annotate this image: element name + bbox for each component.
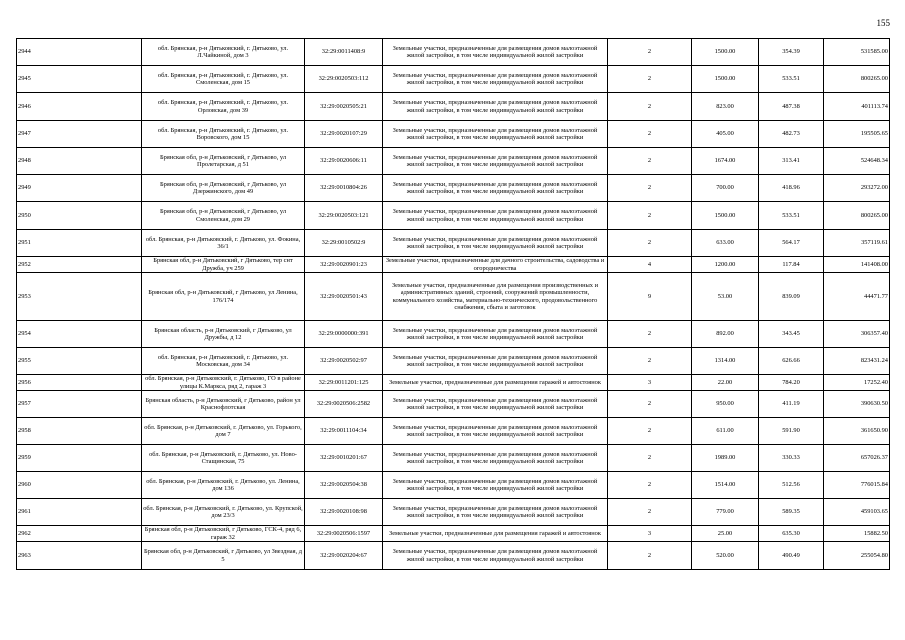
- address-cell: обл. Брянская, р-н Дятьковский, г. Дятьково, ул. Горького, дом 7: [142, 418, 305, 445]
- cadastral-value-cell: 17252.40: [824, 375, 890, 391]
- cadastral-number-cell: 32:29:0000000:391: [305, 321, 383, 348]
- category-cell: 2: [608, 391, 692, 418]
- cadastral-number-cell: 32:29:0020503:121: [305, 202, 383, 230]
- area-cell: 1500.00: [692, 39, 759, 66]
- address-cell: Брянская область, р-н Дятьковский, г Дятьково, район ул Краснофлотская: [142, 391, 305, 418]
- unit-value-cell: 490.49: [759, 542, 824, 570]
- permitted-use-cell: Земельные участки, предназначенные для размещения гаражей и автостоянок: [383, 526, 608, 542]
- address-cell: Брянская обл, р-н Дятьковский, г Дятьково, ул Звездная, д 5: [142, 542, 305, 570]
- permitted-use-cell: Земельные участки, предназначенные для размещения домов малоэтажной жилой застройки, в том числе индивидуальной жилой застройки: [383, 499, 608, 526]
- area-cell: 1500.00: [692, 202, 759, 230]
- table-row: [17, 148, 890, 175]
- row-number-cell: 2959: [17, 445, 142, 472]
- category-cell: 2: [608, 148, 692, 175]
- cadastral-value-cell: 15882.50: [824, 526, 890, 542]
- area-cell: 950.00: [692, 391, 759, 418]
- registry-body: [17, 39, 890, 570]
- permitted-use-cell: Земельные участки, предназначенные для размещения домов малоэтажной жилой застройки, в том числе индивидуальной жилой застройки: [383, 66, 608, 93]
- area-cell: 22.00: [692, 375, 759, 391]
- category-cell: 2: [608, 542, 692, 570]
- cadastral-value-cell: 524648.34: [824, 148, 890, 175]
- unit-value-cell: 626.66: [759, 348, 824, 375]
- permitted-use-cell: Земельные участки, предназначенные для размещения домов малоэтажной жилой застройки, в том числе индивидуальной жилой застройки: [383, 148, 608, 175]
- cadastral-value-cell: 657026.37: [824, 445, 890, 472]
- cadastral-value-cell: 459103.65: [824, 499, 890, 526]
- address-cell: Брянская область, р-н Дятьковский, г Дятьково, ул Дружбы, д 12: [142, 321, 305, 348]
- cadastral-number-cell: 32:29:0010201:67: [305, 445, 383, 472]
- land-registry-table: [16, 38, 890, 570]
- category-cell: 2: [608, 230, 692, 257]
- permitted-use-cell: Земельные участки, предназначенные для дачного строительства, садоводства и огородничества: [383, 257, 608, 273]
- cadastral-number-cell: 32:29:0020506:2582: [305, 391, 383, 418]
- permitted-use-cell: Земельные участки, предназначенные для размещения домов малоэтажной жилой застройки, в том числе индивидуальной жилой застройки: [383, 39, 608, 66]
- unit-value-cell: 533.51: [759, 66, 824, 93]
- cadastral-value-cell: 357119.61: [824, 230, 890, 257]
- category-cell: 2: [608, 499, 692, 526]
- category-cell: 2: [608, 418, 692, 445]
- category-cell: 3: [608, 375, 692, 391]
- cadastral-value-cell: 141408.00: [824, 257, 890, 273]
- category-cell: 2: [608, 121, 692, 148]
- table-row: [17, 273, 890, 321]
- cadastral-number-cell: 32:29:0020506:1597: [305, 526, 383, 542]
- permitted-use-cell: Земельные участки, предназначенные для размещения домов малоэтажной жилой застройки, в том числе индивидуальной жилой застройки: [383, 321, 608, 348]
- unit-value-cell: 418.96: [759, 175, 824, 202]
- table-row: [17, 93, 890, 121]
- cadastral-value-cell: 306357.40: [824, 321, 890, 348]
- row-number-cell: 2946: [17, 93, 142, 121]
- permitted-use-cell: Земельные участки, предназначенные для размещения домов малоэтажной жилой застройки, в том числе индивидуальной жилой застройки: [383, 93, 608, 121]
- cadastral-number-cell: 32:29:0020502:97: [305, 348, 383, 375]
- cadastral-number-cell: 32:29:0010502:9: [305, 230, 383, 257]
- unit-value-cell: 533.51: [759, 202, 824, 230]
- address-cell: обл. Брянская, р-н Дятьковский, г. Дятьково, ул. Ленина, дом 136: [142, 472, 305, 499]
- cadastral-number-cell: 32:29:0020606:11: [305, 148, 383, 175]
- row-number-cell: 2955: [17, 348, 142, 375]
- cadastral-number-cell: 32:29:0020108:98: [305, 499, 383, 526]
- unit-value-cell: 482.73: [759, 121, 824, 148]
- row-number-cell: 2953: [17, 273, 142, 321]
- cadastral-number-cell: 32:29:0011201:125: [305, 375, 383, 391]
- row-number-cell: 2951: [17, 230, 142, 257]
- table-row: [17, 39, 890, 66]
- row-number-cell: 2948: [17, 148, 142, 175]
- address-cell: Брянская обл, р-н Дятьковский, г Дятьково, ГСК-4, ряд 6, гараж 32: [142, 526, 305, 542]
- table-row: [17, 202, 890, 230]
- table-row: [17, 121, 890, 148]
- unit-value-cell: 330.33: [759, 445, 824, 472]
- area-cell: 1674.00: [692, 148, 759, 175]
- cadastral-number-cell: 32:29:0020204:67: [305, 542, 383, 570]
- area-cell: 779.00: [692, 499, 759, 526]
- table-row: [17, 175, 890, 202]
- unit-value-cell: 635.30: [759, 526, 824, 542]
- address-cell: обл. Брянская, р-н Дятьковский, г. Дятьково, ул. Воровского, дом 15: [142, 121, 305, 148]
- unit-value-cell: 411.19: [759, 391, 824, 418]
- permitted-use-cell: Земельные участки, предназначенные для размещения домов малоэтажной жилой застройки, в том числе индивидуальной жилой застройки: [383, 230, 608, 257]
- cadastral-value-cell: 44471.77: [824, 273, 890, 321]
- unit-value-cell: 313.41: [759, 148, 824, 175]
- permitted-use-cell: Земельные участки, предназначенные для размещения гаражей и автостоянок: [383, 375, 608, 391]
- page-number: 155: [876, 18, 890, 28]
- permitted-use-cell: Земельные участки, предназначенные для размещения домов малоэтажной жилой застройки, в том числе индивидуальной жилой застройки: [383, 418, 608, 445]
- address-cell: Брянская обл, р-н Дятьковский, г Дятьково, ул Смоленская, дом 29: [142, 202, 305, 230]
- permitted-use-cell: Земельные участки, предназначенные для размещения домов малоэтажной жилой застройки, в том числе индивидуальной жилой застройки: [383, 472, 608, 499]
- table-row: [17, 257, 890, 273]
- table-row: [17, 526, 890, 542]
- table-row: [17, 321, 890, 348]
- table-row: [17, 418, 890, 445]
- cadastral-number-cell: 32:29:0020504:38: [305, 472, 383, 499]
- area-cell: 25.00: [692, 526, 759, 542]
- address-cell: Брянская обл, р-н Дятьковский, г Дятьково, ул Пролетарская, д 51: [142, 148, 305, 175]
- permitted-use-cell: Земельные участки, предназначенные для размещения домов малоэтажной жилой застройки, в том числе индивидуальной жилой застройки: [383, 202, 608, 230]
- permitted-use-cell: Земельные участки, предназначенные для размещения домов малоэтажной жилой застройки, в том числе индивидуальной жилой застройки: [383, 121, 608, 148]
- table-row: [17, 66, 890, 93]
- address-cell: обл. Брянская, р-н Дятьковский, г. Дятьково, ГО в районе улицы К.Маркса, ряд 2, гараж 3: [142, 375, 305, 391]
- row-number-cell: 2952: [17, 257, 142, 273]
- cadastral-value-cell: 800265.00: [824, 66, 890, 93]
- address-cell: обл. Брянская, р-н Дятьковский, г. Дятьково, ул. Л.Чайкиной, дом 3: [142, 39, 305, 66]
- table-row: [17, 348, 890, 375]
- cadastral-value-cell: 195505.65: [824, 121, 890, 148]
- address-cell: обл. Брянская, р-н Дятьковский, г. Дятьково, ул. Московская, дом 34: [142, 348, 305, 375]
- row-number-cell: 2944: [17, 39, 142, 66]
- address-cell: обл. Брянская, р-н Дятьковский, г. Дятьково, ул. Крупской, дом 23/3: [142, 499, 305, 526]
- area-cell: 633.00: [692, 230, 759, 257]
- cadastral-value-cell: 390630.50: [824, 391, 890, 418]
- area-cell: 520.00: [692, 542, 759, 570]
- category-cell: 9: [608, 273, 692, 321]
- cadastral-value-cell: 361650.90: [824, 418, 890, 445]
- address-cell: Брянская обл, р-н Дятьковский, г Дятьково, тер снт Дружба, уч 259: [142, 257, 305, 273]
- category-cell: 2: [608, 445, 692, 472]
- unit-value-cell: 591.90: [759, 418, 824, 445]
- permitted-use-cell: Земельные участки, предназначенные для размещения домов малоэтажной жилой застройки, в том числе индивидуальной жилой застройки: [383, 175, 608, 202]
- cadastral-number-cell: 32:29:0010804:26: [305, 175, 383, 202]
- address-cell: обл. Брянская, р-н Дятьковский, г. Дятьково, ул. Орловская, дом 39: [142, 93, 305, 121]
- area-cell: 1500.00: [692, 66, 759, 93]
- table-row: [17, 542, 890, 570]
- area-cell: 53.00: [692, 273, 759, 321]
- unit-value-cell: 589.35: [759, 499, 824, 526]
- row-number-cell: 2950: [17, 202, 142, 230]
- cadastral-value-cell: 401113.74: [824, 93, 890, 121]
- category-cell: 2: [608, 472, 692, 499]
- area-cell: 823.00: [692, 93, 759, 121]
- cadastral-number-cell: 32:29:0011104:34: [305, 418, 383, 445]
- row-number-cell: 2947: [17, 121, 142, 148]
- category-cell: 2: [608, 175, 692, 202]
- area-cell: 892.00: [692, 321, 759, 348]
- row-number-cell: 2949: [17, 175, 142, 202]
- row-number-cell: 2957: [17, 391, 142, 418]
- table-row: [17, 472, 890, 499]
- unit-value-cell: 512.56: [759, 472, 824, 499]
- permitted-use-cell: Земельные участки, предназначенные для размещения домов малоэтажной жилой застройки, в том числе индивидуальной жилой застройки: [383, 391, 608, 418]
- cadastral-number-cell: 32:29:0020107:29: [305, 121, 383, 148]
- category-cell: 2: [608, 39, 692, 66]
- cadastral-value-cell: 255054.80: [824, 542, 890, 570]
- area-cell: 405.00: [692, 121, 759, 148]
- row-number-cell: 2958: [17, 418, 142, 445]
- table-row: [17, 391, 890, 418]
- table-row: [17, 230, 890, 257]
- row-number-cell: 2962: [17, 526, 142, 542]
- permitted-use-cell: Земельные участки, предназначенные для размещения домов малоэтажной жилой застройки, в том числе индивидуальной жилой застройки: [383, 348, 608, 375]
- row-number-cell: 2945: [17, 66, 142, 93]
- category-cell: 3: [608, 526, 692, 542]
- table-row: [17, 375, 890, 391]
- unit-value-cell: 564.17: [759, 230, 824, 257]
- area-cell: 1514.00: [692, 472, 759, 499]
- category-cell: 2: [608, 348, 692, 375]
- category-cell: 2: [608, 202, 692, 230]
- unit-value-cell: 784.20: [759, 375, 824, 391]
- area-cell: 611.00: [692, 418, 759, 445]
- category-cell: 2: [608, 93, 692, 121]
- permitted-use-cell: Земельные участки, предназначенные для размещения домов малоэтажной жилой застройки, в том числе индивидуальной жилой застройки: [383, 542, 608, 570]
- category-cell: 2: [608, 66, 692, 93]
- row-number-cell: 2961: [17, 499, 142, 526]
- table-row: [17, 445, 890, 472]
- permitted-use-cell: Земельные участки, предназначенные для размещения домов малоэтажной жилой застройки, в том числе индивидуальной жилой застройки: [383, 445, 608, 472]
- category-cell: 4: [608, 257, 692, 273]
- permitted-use-cell: Земельные участки, предназначенные для размещения производственных и административных зданий, строений, сооружений промышленности, коммунального хозяйства, материально-технического, продовольственного снабжения, сбыта и заготовок: [383, 273, 608, 321]
- row-number-cell: 2960: [17, 472, 142, 499]
- cadastral-number-cell: 32:29:0011408:9: [305, 39, 383, 66]
- cadastral-value-cell: 531585.00: [824, 39, 890, 66]
- area-cell: 1314.00: [692, 348, 759, 375]
- unit-value-cell: 487.38: [759, 93, 824, 121]
- area-cell: 700.00: [692, 175, 759, 202]
- address-cell: Брянская обл, р-н Дятьковский, г Дятьково, ул Дзержинского, дом 49: [142, 175, 305, 202]
- address-cell: обл. Брянская, р-н Дятьковский, г. Дятьково, ул. Ново-Стащинская, 75: [142, 445, 305, 472]
- address-cell: Брянская обл, р-н Дятьковский, г Дятьково, ул Ленина, 176/174: [142, 273, 305, 321]
- unit-value-cell: 839.09: [759, 273, 824, 321]
- cadastral-value-cell: 823431.24: [824, 348, 890, 375]
- cadastral-number-cell: 32:29:0020901:23: [305, 257, 383, 273]
- area-cell: 1200.00: [692, 257, 759, 273]
- cadastral-value-cell: 800265.00: [824, 202, 890, 230]
- cadastral-number-cell: 32:29:0020501:43: [305, 273, 383, 321]
- row-number-cell: 2963: [17, 542, 142, 570]
- cadastral-number-cell: 32:29:0020503:112: [305, 66, 383, 93]
- address-cell: обл. Брянская, р-н Дятьковский, г. Дятьково, ул. Фокина, 36/1: [142, 230, 305, 257]
- table-row: [17, 499, 890, 526]
- unit-value-cell: 117.84: [759, 257, 824, 273]
- cadastral-value-cell: 776015.84: [824, 472, 890, 499]
- row-number-cell: 2956: [17, 375, 142, 391]
- area-cell: 1989.00: [692, 445, 759, 472]
- category-cell: 2: [608, 321, 692, 348]
- unit-value-cell: 343.45: [759, 321, 824, 348]
- cadastral-value-cell: 293272.00: [824, 175, 890, 202]
- row-number-cell: 2954: [17, 321, 142, 348]
- unit-value-cell: 354.39: [759, 39, 824, 66]
- address-cell: обл. Брянская, р-н Дятьковский, г. Дятьково, ул. Смоленская, дом 15: [142, 66, 305, 93]
- cadastral-number-cell: 32:29:0020505:21: [305, 93, 383, 121]
